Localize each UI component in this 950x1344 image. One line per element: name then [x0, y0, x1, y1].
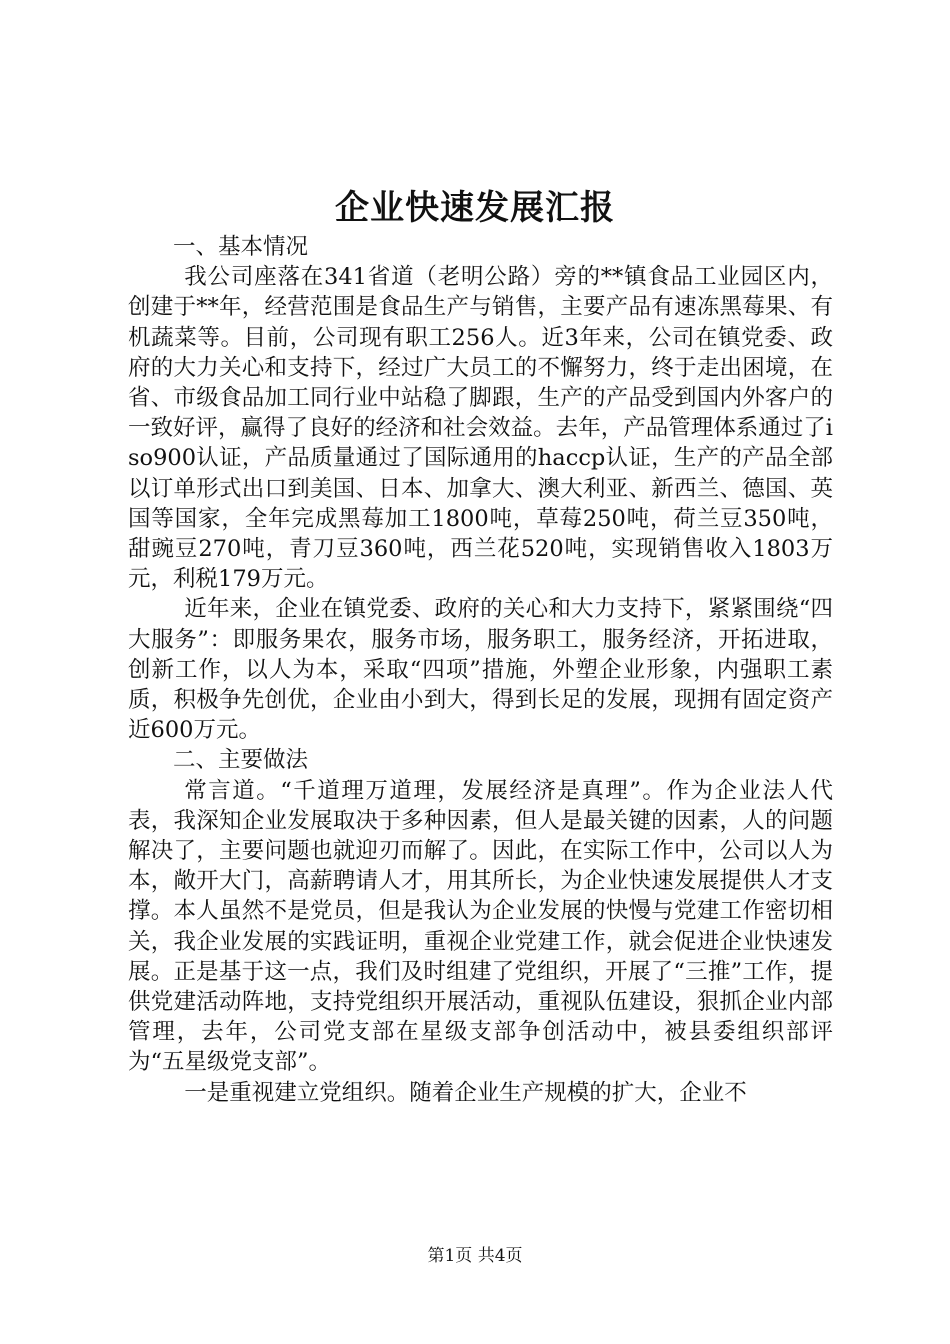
document-title: 企业快速发展汇报 [335, 188, 615, 228]
page-number-footer: 第1页 共4页 [427, 1246, 523, 1266]
paragraph-practices-intro: 常言道。“千道理万道理，发展经济是真理”。作为企业法人代表，我深知企业发展取决于多种因素，但人是最关键的因素，人的问题解决了，主要问题也就迎刃而解了。因此，在实际工作中，公司以人为本，敞开大门，高薪聘请人才，用其所长，为企业快速发展提供人才支撑。本人虽然不是党员，但是我认为企业发展的快慢与党建工作密切相关，我企业发展的实践证明，重视企业党建工作，就会促进企业快速发展。正是基于这一点，我们及时组建了党组织，开展了“三推”工作，提供党建活动阵地，支持党组织开展活动，重视队伍建设，狠抓企业内部管理，去年，公司党支部在星级支部争创活动中，被县委组织部评为“五星级党支部”。 [128, 777, 833, 1076]
paragraph-party-organization: 一是重视建立党组织。随着企业生产规模的扩大，企业不 [184, 1079, 747, 1106]
section-heading-basic-info: 一、基本情况 [173, 234, 309, 260]
paragraph-recent-development: 近年来，企业在镇党委、政府的关心和大力支持下，紧紧围绕“四大服务”：即服务果农，服务市场，服务职工，服务经济，开拓进取，创新工作，以人为本，采取“四项”措施，外塑企业形象，内强职工素质，积极争先创优，企业由小到大，得到长足的发展，现拥有固定资产近600万元。 [128, 596, 833, 744]
paragraph-company-overview: 我公司座落在341省道（老明公路）旁的**镇食品工业园区内，创建于**年，经营范围是食品生产与销售，主要产品有速冻黑莓果、有机蔬菜等。目前，公司现有职工256人。近3年来，公司在镇党委、政府的大力关心和支持下，经过广大员工的不懈努力，终于走出困境，在省、市级食品加工同行业中站稳了脚跟，生产的产品受到国内外客户的一致好评，赢得了良好的经济和社会效益。去年，产品管理体系通过了iso900认证，产品质量通过了国际通用的haccp认证，生产的产品全部以订单形式出口到美国、日本、加拿大、澳大利亚、新西兰、德国、英国等国家，全年完成黑莓加工1800吨，草莓250吨，荷兰豆350吨，甜豌豆270吨，青刀豆360吨，西兰花520吨，实现销售收入1803万元，利税179万元。 [128, 264, 833, 593]
document-body [128, 232, 833, 1108]
section-heading-main-practices: 二、主要做法 [173, 747, 309, 774]
